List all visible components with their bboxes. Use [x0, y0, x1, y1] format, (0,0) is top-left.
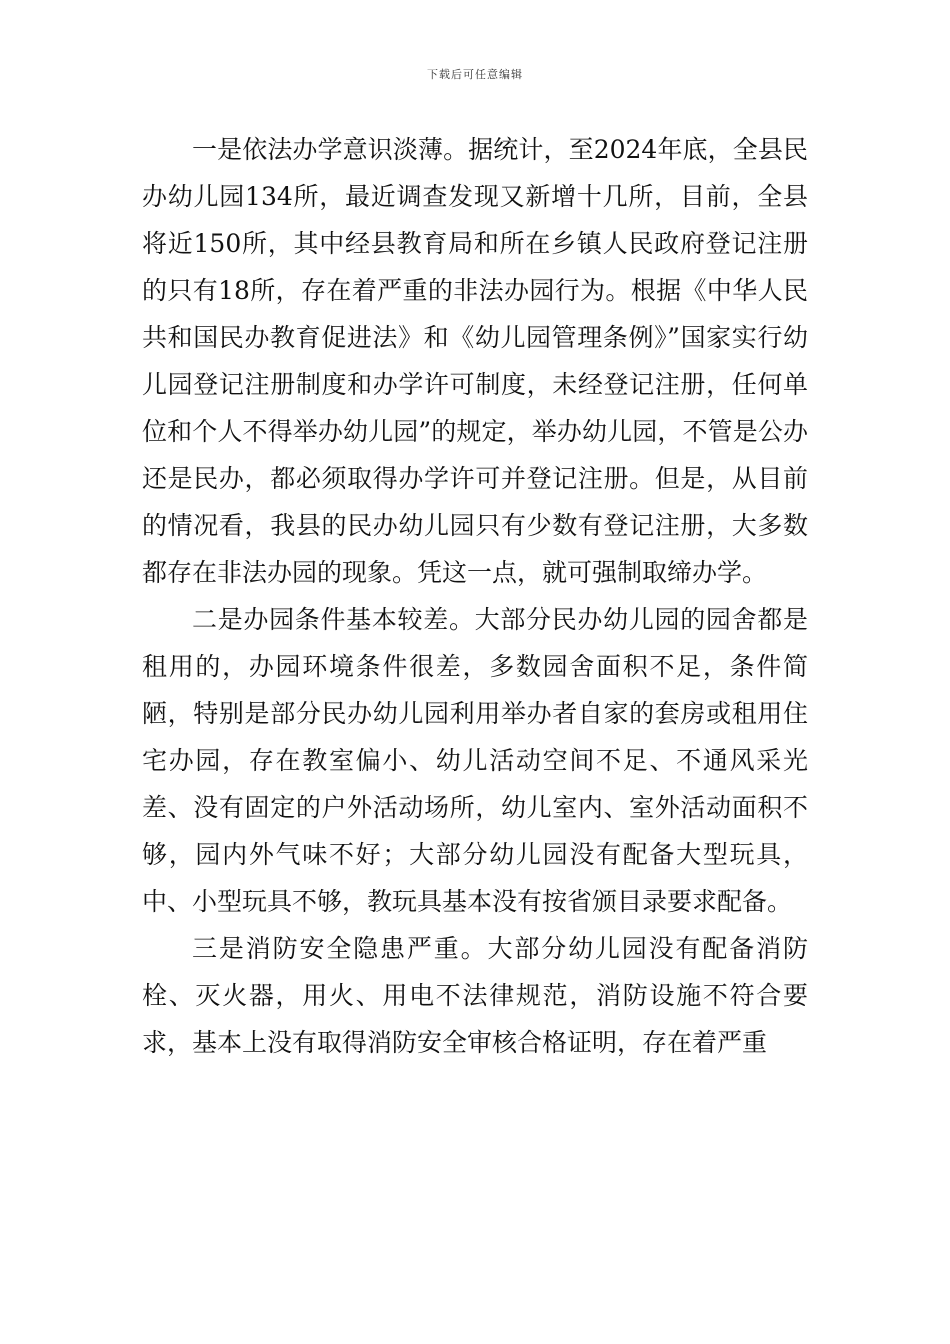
- header-note: 下载后可任意编辑: [427, 68, 523, 81]
- paragraph-fire-safety: 三是消防安全隐患严重。大部分幼儿园没有配备消防栓、灭火器，用火、用电不法律规范，消防设施不符合要求，基本上没有取得消防安全审核合格证明，存在着严重: [142, 934, 808, 1057]
- paragraph-legal-awareness: 一是依法办学意识淡薄。据统计，至2024年底，全县民办幼儿园134所，最近调查发现又新增十几所，目前，全县将近150所，其中经县教育局和所在乡镇人民政府登记注册的只有18所，存在着严重的非法办园行为。根据《中华人民共和国民办教育促进法》和《幼儿园管理条例》”国家实行幼儿园登记注册制度和办学许可制度，未经登记注册，任何单位和个人不得举办幼儿园”的规定，举办幼儿园，不管是公办还是民办，都必须取得办学许可并登记注册。但是，从目前的情况看，我县的民办幼儿园只有少数有登记注册，大多数都存在非法办园的现象。凭这一点，就可强制取缔办学。: [142, 135, 808, 587]
- paragraph-facility-conditions: 二是办园条件基本较差。大部分民办幼儿园的园舍都是租用的，办园环境条件很差，多数园舍面积不足，条件简陋，特别是部分民办幼儿园利用举办者自家的套房或租用住宅办园，存在教室偏小、幼儿活动空间不足、不通风采光差、没有固定的户外活动场所，幼儿室内、室外活动面积不够，园内外气味不好；大部分幼儿园没有配备大型玩具，中、小型玩具不够，教玩具基本没有按省颁目录要求配备。: [142, 605, 808, 916]
- document-body: [142, 126, 808, 1066]
